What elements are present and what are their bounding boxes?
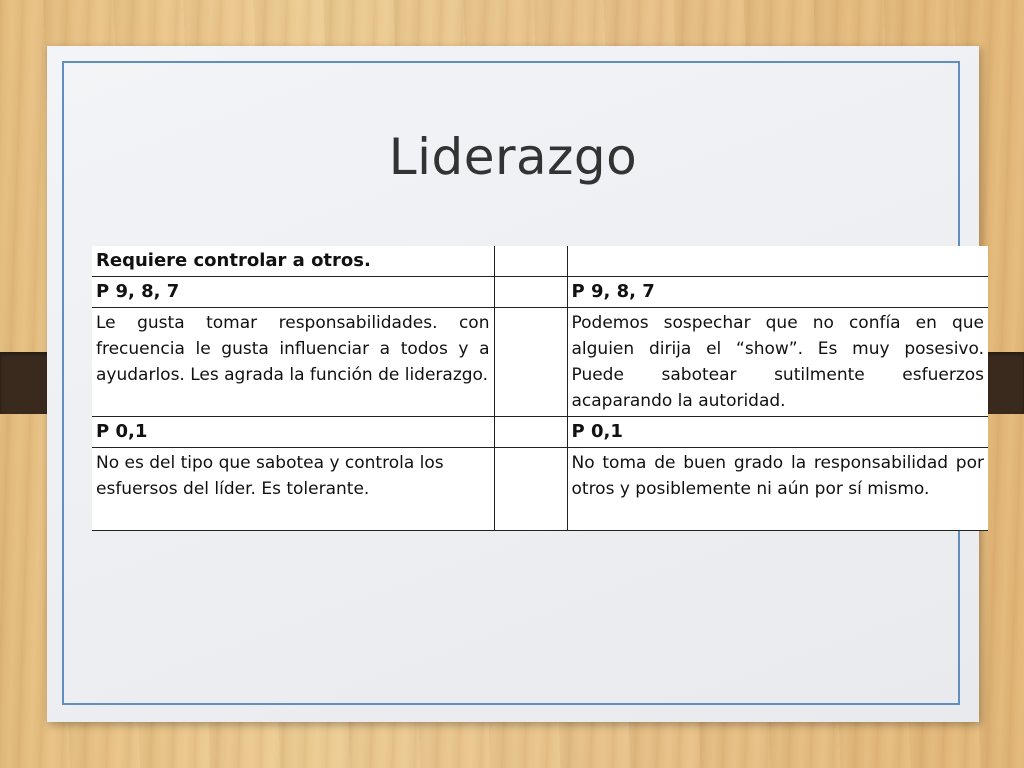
- table-row: [92, 277, 988, 308]
- description-high-right: Podemos sospechar que no confía en que alguien dirija el “show”. Es muy posesivo. Puede sabotear sutilmente esfuerzos acaparando la autoridad.: [567, 308, 988, 417]
- score-label-low-right: P 0,1: [567, 417, 988, 448]
- slide-title: Liderazgo: [388, 128, 638, 186]
- table-header-cell: Requiere controlar a otros.: [96, 250, 371, 271]
- description-low-right: No toma de buen grado la responsabilidad por otros y posiblemente ni aún por sí mismo.: [567, 448, 988, 531]
- description-low-left: No es del tipo que sabotea y controla los esfuersos del líder. Es tolerante.: [92, 448, 494, 531]
- table-row: [92, 246, 988, 277]
- score-label-high-right: P 9, 8, 7: [567, 277, 988, 308]
- empty-cell: [494, 448, 567, 531]
- score-label-high-left: P 9, 8, 7: [92, 277, 494, 308]
- table-row: [92, 417, 988, 448]
- description-high-left: Le gusta tomar responsabilidades. con frecuencia le gusta influenciar a todos y a ayudarlos. Les agrada la función de liderazgo.: [92, 308, 494, 417]
- leather-strap-right: [985, 352, 1024, 414]
- table-row: [92, 308, 988, 417]
- empty-cell: [494, 417, 567, 448]
- empty-cell: [494, 308, 567, 417]
- empty-cell: [567, 246, 988, 277]
- score-label-low-left: P 0,1: [92, 417, 494, 448]
- table-row: [92, 448, 988, 531]
- empty-cell: [494, 277, 567, 308]
- leadership-table: [92, 246, 988, 531]
- empty-cell: [494, 246, 567, 277]
